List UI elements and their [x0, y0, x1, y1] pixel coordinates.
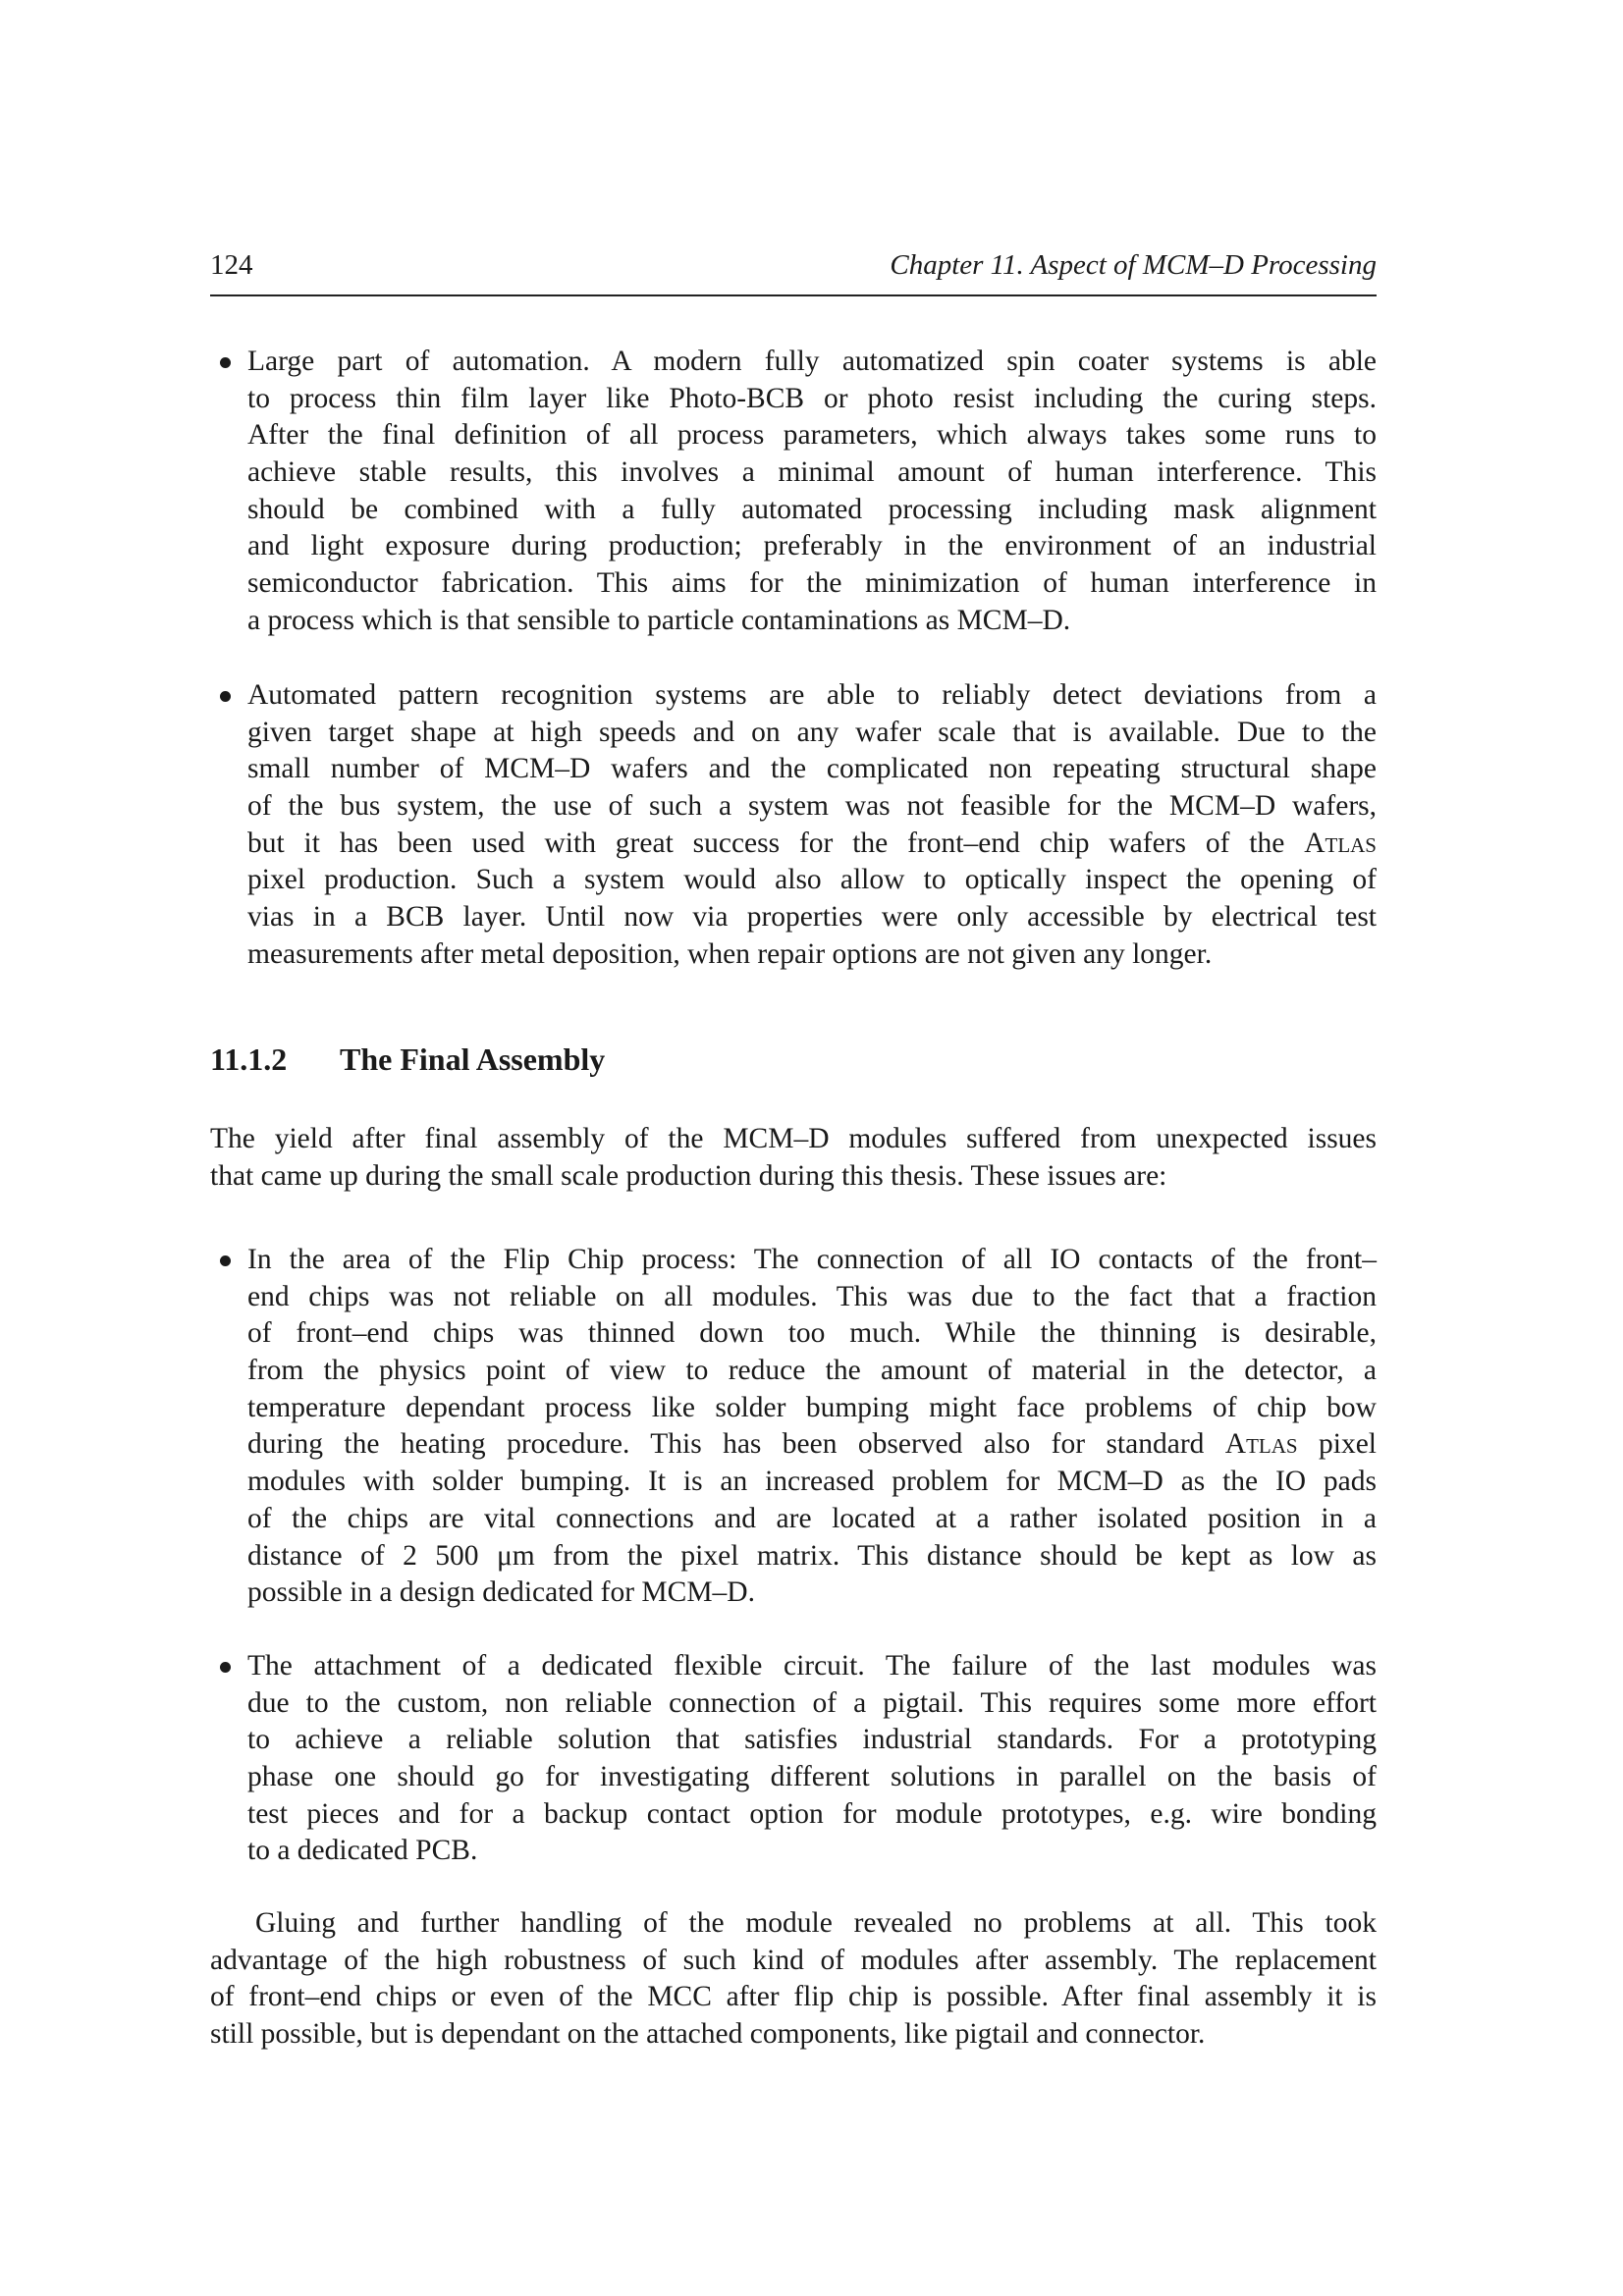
closing-paragraph — [210, 1905, 1377, 2054]
text-line: The yield after final assembly of the MCM–D modules suffered from unexpected issues — [210, 1123, 1377, 1154]
bullet-icon — [220, 1255, 231, 1266]
text-line: of the chips are vital connections and are located at a rather isolated position in a — [247, 1502, 1377, 1534]
text-line: from the physics point of view to reduce the amount of material in the detector, a — [247, 1355, 1377, 1387]
section-heading — [210, 1041, 605, 1078]
text-line: Gluing and further handling of the module revealed no problems at all. This took — [255, 1907, 1377, 1939]
text-line: of the bus system, the use of such a system was not feasible for the MCM–D wafers, — [247, 790, 1377, 823]
text-line: small number of MCM–D wafers and the complicated non repeating structural shape — [247, 753, 1377, 785]
page-header — [210, 249, 1377, 291]
text-line: achieve stable results, this involves a minimal amount of human interference. This — [247, 456, 1377, 489]
text-line: possible in a design dedicated for MCM–D. — [247, 1576, 755, 1609]
text-line: vias in a BCB layer. Until now via properties were only accessible by electrical test — [247, 901, 1377, 934]
text-line: phase one should go for investigating different solutions in parallel on the basis of — [247, 1761, 1377, 1793]
atlas-smallcaps: Atlas — [1304, 827, 1377, 859]
text-line: After the final definition of all process parameters, which always takes some runs to — [247, 419, 1377, 452]
text-line: end chips was not reliable on all modules. This was due to the fact that a fraction — [247, 1280, 1377, 1312]
text-line: due to the custom, non reliable connection of a pigtail. This requires some more effort — [247, 1686, 1377, 1719]
atlas-smallcaps: Atlas — [1224, 1428, 1298, 1461]
section-title: The Final Assembly — [340, 1041, 606, 1077]
bullet-text — [247, 1242, 1377, 1612]
text-line: and light exposure during production; preferably in the environment of an industrial — [247, 530, 1377, 562]
text-line: temperature dependant process like solder bumping might face problems of chip bow — [247, 1391, 1377, 1423]
header-rule — [210, 294, 1377, 296]
section-number: 11.1.2 — [210, 1041, 288, 1077]
text-line: that came up during the small scale production during this thesis. These issues are: — [210, 1159, 1167, 1192]
text-line: modules with solder bumping. It is an increased problem for MCM–D as the IO pads — [247, 1466, 1377, 1498]
text-line: to process thin film layer like Photo-BCB or photo resist including the curing steps. — [247, 382, 1377, 414]
text-line: given target shape at high speeds and on any wafer scale that is available. Due to the — [247, 716, 1377, 748]
text-line: Automated pattern recognition systems are able to reliably detect deviations from a — [247, 679, 1377, 711]
bullet-icon — [220, 691, 231, 702]
text-line: Large part of automation. A modern fully automatized spin coater systems is able — [247, 346, 1377, 377]
text-line: In the area of the Flip Chip process: The connection of all IO contacts of the front– — [247, 1244, 1377, 1275]
text-line: test pieces and for a backup contact option for module prototypes, e.g. wire bonding — [247, 1797, 1377, 1830]
text-line: semiconductor fabrication. This aims for the minimization of human interference in — [247, 567, 1377, 600]
text-line: advantage of the high robustness of such kind of modules after assembly. The replacement — [210, 1944, 1377, 1976]
text-line: during the heating procedure. This has been observed also for standard Atlas pixel — [247, 1428, 1377, 1461]
intro-paragraph — [210, 1121, 1377, 1195]
text-line: should be combined with a fully automated processing including mask alignment — [247, 493, 1377, 525]
running-title: Chapter 11. Aspect of MCM–D Processing — [890, 249, 1377, 281]
text-line: pixel production. Such a system would also allow to optically inspect the opening of — [247, 864, 1377, 896]
bullet-text — [247, 677, 1377, 974]
text-line: distance of 2 500 μm from the pixel matrix. This distance should be kept as low as — [247, 1539, 1377, 1572]
bullet-icon — [220, 357, 231, 368]
text-line: to a dedicated PCB. — [247, 1835, 478, 1867]
text-line: to achieve a reliable solution that satisfies industrial standards. For a prototyping — [247, 1724, 1377, 1756]
text-line: still possible, but is dependant on the attached components, like pigtail and connector. — [210, 2018, 1206, 2051]
text-line: The attachment of a dedicated flexible circuit. The failure of the last modules was — [247, 1650, 1377, 1682]
bullet-text — [247, 1648, 1377, 1870]
text-line: but it has been used with great success for the front–end chip wafers of the Atlas — [247, 827, 1377, 859]
text-line: measurements after metal deposition, when repair options are not given any longer. — [247, 937, 1213, 970]
bullet-icon — [220, 1662, 231, 1673]
text-line: a process which is that sensible to particle contaminations as MCM–D. — [247, 604, 1071, 636]
text-line: of front–end chips or even of the MCC after flip chip is possible. After final assembly it is — [210, 1981, 1377, 2013]
bullet-text — [247, 344, 1377, 640]
text-line: of front–end chips was thinned down too much. While the thinning is desirable, — [247, 1317, 1377, 1350]
page-number: 124 — [210, 249, 253, 281]
